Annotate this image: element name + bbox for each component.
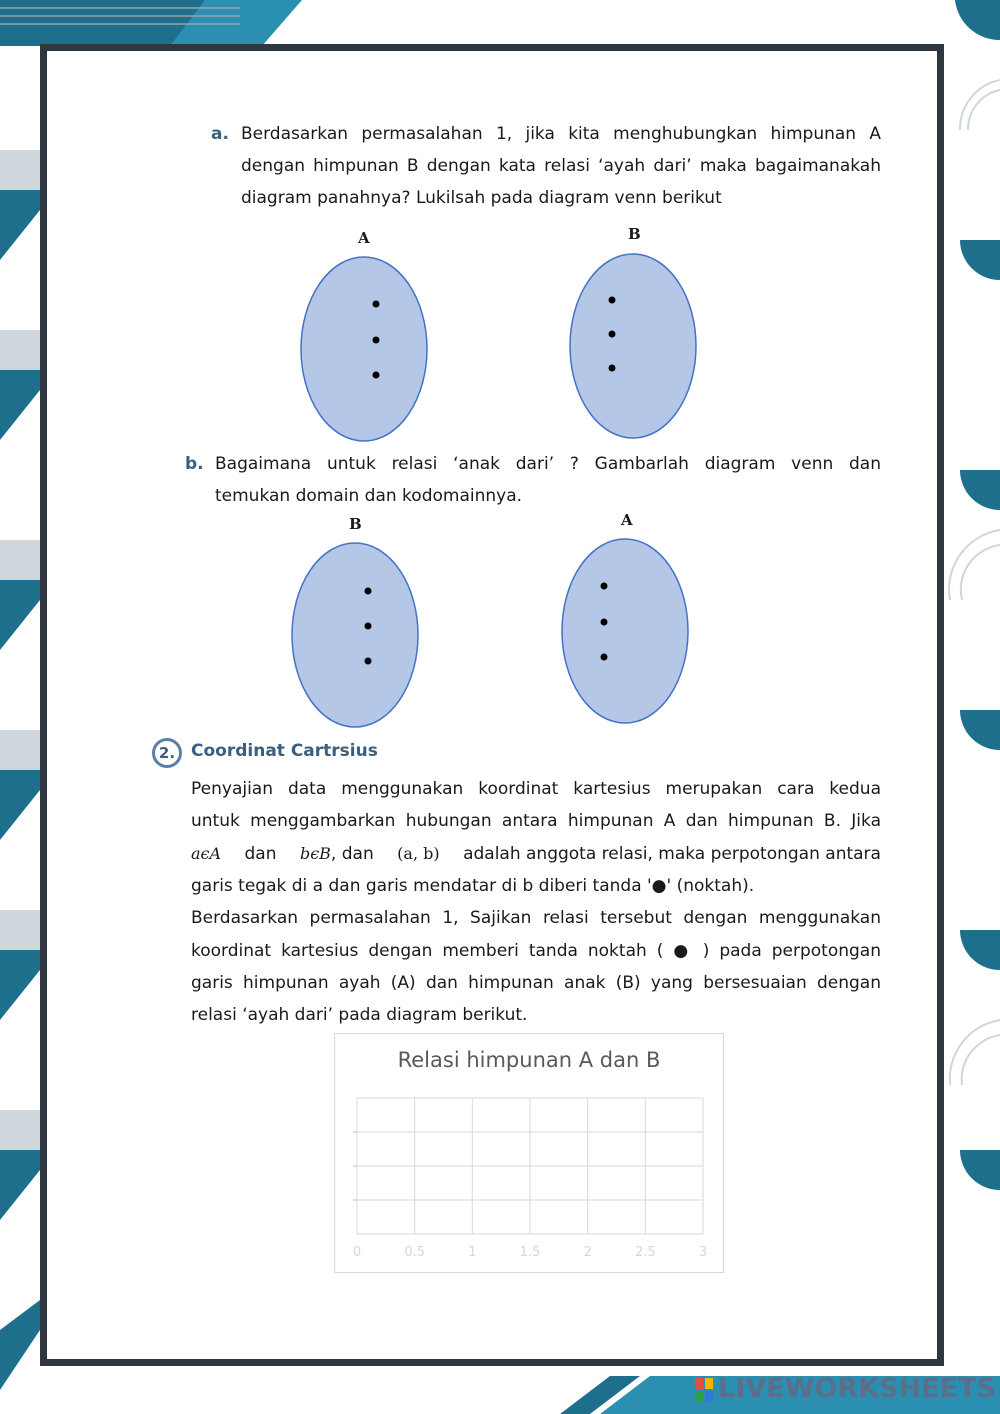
question-a-marker: a. [211, 124, 229, 144]
dot [373, 301, 380, 308]
dot [365, 588, 372, 595]
question-a-line-1: Berdasarkan permasalahan 1, jika kita menghubungkan himpunan A [241, 124, 881, 144]
dot [601, 654, 608, 661]
question-a-line-3: diagram panahnya? Lukilsah pada diagram venn berikut [241, 188, 722, 208]
chart-x-tick-label: 1 [468, 1245, 477, 1260]
chart-x-tick-label: 3 [698, 1245, 708, 1260]
chart-title: Relasi himpunan A dan B [397, 1048, 661, 1072]
section-2-line-6: koordinat kartesius dengan memberi tanda noktah ( ● ) pada perpotongan [191, 941, 881, 961]
relation-chart[interactable] [334, 1033, 724, 1273]
dot [365, 623, 372, 630]
chart-x-tick-label: 0 [352, 1245, 362, 1260]
venn-b-left-label: B [349, 515, 362, 533]
dot [601, 619, 608, 626]
section-2-line-8: relasi ‘ayah dari’ pada diagram berikut. [191, 1005, 528, 1025]
venn-a-left-oval[interactable] [298, 254, 430, 444]
dot [609, 365, 616, 372]
dot [365, 658, 372, 665]
chart-x-tick-label: 2 [583, 1245, 592, 1260]
question-b-line-1: Bagaimana untuk relasi ‘anak dari’ ? Gambarlah diagram venn dan [215, 454, 881, 474]
section-2-number: 2. [152, 738, 182, 768]
section-2-line-7: garis himpunan ayah (A) dan himpunan anak (B) yang bersesuaian dengan [191, 973, 881, 993]
question-a-line-2: dengan himpunan B dengan kata relasi ‘ayah dari’ maka bagaimanakah [241, 156, 881, 176]
math-b-in-B: bϵB [299, 844, 331, 863]
chart-x-tick-label: 1.5 [519, 1245, 541, 1260]
venn-a-right-label: B [628, 225, 641, 243]
liveworksheets-logo-icon [695, 1378, 713, 1402]
chart-x-tick-label: 2.5 [634, 1245, 656, 1260]
word-comma-dan: , dan [330, 844, 374, 864]
section-2-line-2: untuk menggambarkan hubungan antara himpunan A dan himpunan B. Jika [191, 811, 881, 831]
liveworksheets-brand: LIVEWORKSHEETS [718, 1373, 996, 1404]
math-pair: (a, b) [397, 844, 440, 863]
venn-a-left-label: A [358, 229, 370, 247]
section-2-line-5: Berdasarkan permasalahan 1, Sajikan relasi tersebut dengan menggunakan [191, 908, 881, 928]
question-b-line-2: temukan domain dan kodomainnya. [215, 486, 523, 506]
dot [601, 583, 608, 590]
math-a-in-A: aϵA [191, 844, 222, 863]
question-b-marker: b. [185, 454, 204, 474]
word-dan: dan [244, 844, 277, 864]
dot [609, 297, 616, 304]
section-2-line-4: garis tegak di a dan garis mendatar di b diberi tanda '●' (noktah). [191, 876, 755, 896]
section-2-line-3 [191, 838, 881, 871]
chart-plot-area[interactable] [335, 1034, 723, 1272]
venn-b-right-oval[interactable] [559, 536, 691, 726]
chart-x-tick-label: 0.5 [404, 1245, 426, 1260]
venn-b-left-oval[interactable] [289, 540, 421, 730]
section-2-line-1: Penyajian data menggunakan koordinat kartesius merupakan cara kedua [191, 779, 881, 799]
section-2-title: Coordinat Cartrsius [191, 741, 378, 761]
dot [373, 372, 380, 379]
dot [373, 337, 380, 344]
dot [609, 331, 616, 338]
line-3-end: adalah anggota relasi, maka perpotongan antara [463, 844, 881, 864]
venn-b-right-label: A [621, 511, 633, 529]
venn-a-right-oval[interactable] [567, 251, 699, 441]
